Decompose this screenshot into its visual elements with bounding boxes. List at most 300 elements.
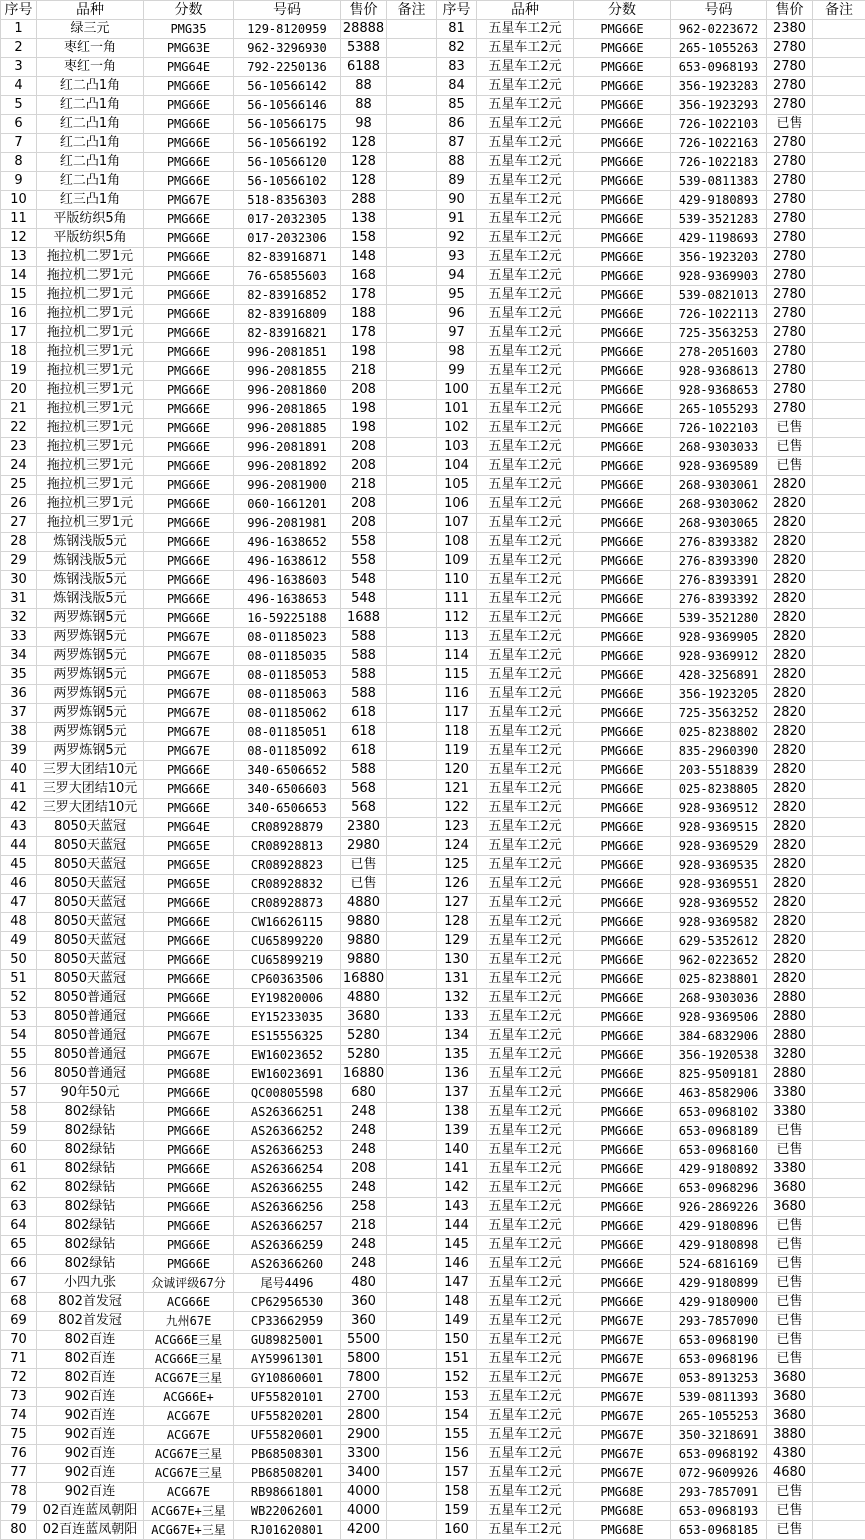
left-cell-remark[interactable] — [387, 1046, 437, 1065]
left-cell-index[interactable]: 36 — [1, 685, 37, 704]
right-cell-grade[interactable]: PMG66E — [574, 324, 671, 343]
right-cell-price[interactable]: 已售 — [767, 1274, 813, 1293]
left-cell-variety[interactable]: 902百连 — [37, 1426, 144, 1445]
header-cell-grade[interactable]: 分数 — [144, 1, 234, 20]
left-cell-remark[interactable] — [387, 1350, 437, 1369]
right-cell-index[interactable]: 155 — [437, 1426, 477, 1445]
right-cell-index[interactable]: 150 — [437, 1331, 477, 1350]
left-cell-variety[interactable]: 8050天蓝冠 — [37, 837, 144, 856]
header-cell-serial[interactable]: 号码 — [671, 1, 767, 20]
right-cell-remark[interactable] — [813, 1103, 865, 1122]
right-cell-grade[interactable]: PMG66E — [574, 1141, 671, 1160]
right-cell-remark[interactable] — [813, 495, 865, 514]
left-cell-remark[interactable] — [387, 704, 437, 723]
left-cell-grade[interactable]: PMG66E — [144, 362, 234, 381]
right-cell-remark[interactable] — [813, 172, 865, 191]
left-cell-remark[interactable] — [387, 495, 437, 514]
left-cell-remark[interactable] — [387, 970, 437, 989]
left-cell-grade[interactable]: ACG67E — [144, 1426, 234, 1445]
right-cell-price[interactable]: 2780 — [767, 210, 813, 229]
right-cell-remark[interactable] — [813, 1160, 865, 1179]
right-cell-price[interactable]: 2780 — [767, 172, 813, 191]
right-cell-serial[interactable]: 265-1055253 — [671, 1407, 767, 1426]
left-cell-remark[interactable] — [387, 1065, 437, 1084]
left-cell-variety[interactable]: 8050天蓝冠 — [37, 932, 144, 951]
right-cell-price[interactable]: 2820 — [767, 666, 813, 685]
left-cell-serial[interactable]: CR08928879 — [234, 818, 341, 837]
right-cell-remark[interactable] — [813, 20, 865, 39]
right-cell-remark[interactable] — [813, 1065, 865, 1084]
left-cell-index[interactable]: 13 — [1, 248, 37, 267]
right-cell-serial[interactable]: 726-1022183 — [671, 153, 767, 172]
left-cell-index[interactable]: 20 — [1, 381, 37, 400]
right-cell-variety[interactable]: 五星车工2元 — [477, 1122, 574, 1141]
left-cell-grade[interactable]: PMG66E — [144, 1160, 234, 1179]
right-cell-serial[interactable]: 429-9180899 — [671, 1274, 767, 1293]
left-cell-price[interactable]: 5800 — [341, 1350, 387, 1369]
left-cell-price[interactable]: 588 — [341, 628, 387, 647]
right-cell-grade[interactable]: PMG66E — [574, 1084, 671, 1103]
left-cell-grade[interactable]: PMG66E — [144, 248, 234, 267]
right-cell-index[interactable]: 116 — [437, 685, 477, 704]
left-cell-serial[interactable]: 792-2250136 — [234, 58, 341, 77]
left-cell-price[interactable]: 5500 — [341, 1331, 387, 1350]
right-cell-remark[interactable] — [813, 1122, 865, 1141]
right-cell-price[interactable]: 3680 — [767, 1179, 813, 1198]
right-cell-remark[interactable] — [813, 1407, 865, 1426]
header-cell-serial[interactable]: 号码 — [234, 1, 341, 20]
right-cell-grade[interactable]: PMG66E — [574, 305, 671, 324]
left-cell-serial[interactable]: 060-1661201 — [234, 495, 341, 514]
right-cell-serial[interactable]: 726-1022103 — [671, 115, 767, 134]
right-cell-serial[interactable]: 835-2960390 — [671, 742, 767, 761]
right-cell-grade[interactable]: PMG66E — [574, 951, 671, 970]
right-cell-index[interactable]: 157 — [437, 1464, 477, 1483]
left-cell-serial[interactable]: 82-83916821 — [234, 324, 341, 343]
left-cell-price[interactable]: 16880 — [341, 1065, 387, 1084]
right-cell-grade[interactable]: PMG66E — [574, 1293, 671, 1312]
left-cell-index[interactable]: 19 — [1, 362, 37, 381]
left-cell-price[interactable]: 618 — [341, 704, 387, 723]
right-cell-remark[interactable] — [813, 1312, 865, 1331]
right-cell-price[interactable]: 2820 — [767, 647, 813, 666]
right-cell-grade[interactable]: PMG67E — [574, 1407, 671, 1426]
right-cell-grade[interactable]: PMG66E — [574, 229, 671, 248]
left-cell-variety[interactable]: 红二凸1角 — [37, 153, 144, 172]
right-cell-price[interactable]: 2780 — [767, 305, 813, 324]
left-cell-index[interactable]: 14 — [1, 267, 37, 286]
right-cell-grade[interactable]: PMG66E — [574, 913, 671, 932]
left-cell-index[interactable]: 26 — [1, 495, 37, 514]
right-cell-remark[interactable] — [813, 1198, 865, 1217]
right-cell-serial[interactable]: 653-0968193 — [671, 1502, 767, 1521]
right-cell-grade[interactable]: PMG66E — [574, 989, 671, 1008]
header-cell-index[interactable]: 序号 — [437, 1, 477, 20]
left-cell-grade[interactable]: PMG66E — [144, 96, 234, 115]
left-cell-price[interactable]: 7800 — [341, 1369, 387, 1388]
right-cell-remark[interactable] — [813, 343, 865, 362]
right-cell-index[interactable]: 108 — [437, 533, 477, 552]
right-cell-remark[interactable] — [813, 1426, 865, 1445]
right-cell-serial[interactable]: 653-0968196 — [671, 1350, 767, 1369]
right-cell-remark[interactable] — [813, 970, 865, 989]
left-cell-grade[interactable]: PMG65E — [144, 875, 234, 894]
right-cell-variety[interactable]: 五星车工2元 — [477, 818, 574, 837]
left-cell-index[interactable]: 18 — [1, 343, 37, 362]
left-cell-index[interactable]: 22 — [1, 419, 37, 438]
left-cell-remark[interactable] — [387, 1084, 437, 1103]
left-cell-variety[interactable]: 平版纺织5角 — [37, 229, 144, 248]
left-cell-grade[interactable]: PMG66E — [144, 571, 234, 590]
left-cell-index[interactable]: 45 — [1, 856, 37, 875]
right-cell-variety[interactable]: 五星车工2元 — [477, 210, 574, 229]
right-cell-remark[interactable] — [813, 58, 865, 77]
left-cell-remark[interactable] — [387, 305, 437, 324]
left-cell-grade[interactable]: PMG66E — [144, 1255, 234, 1274]
right-cell-serial[interactable]: 356-1923283 — [671, 77, 767, 96]
left-cell-grade[interactable]: PMG66E — [144, 153, 234, 172]
left-cell-remark[interactable] — [387, 1027, 437, 1046]
left-cell-remark[interactable] — [387, 1293, 437, 1312]
right-cell-grade[interactable]: PMG66E — [574, 39, 671, 58]
left-cell-variety[interactable]: 两罗炼钢5元 — [37, 666, 144, 685]
left-cell-index[interactable]: 23 — [1, 438, 37, 457]
left-cell-serial[interactable]: CP62956530 — [234, 1293, 341, 1312]
right-cell-price[interactable]: 3880 — [767, 1426, 813, 1445]
left-cell-variety[interactable]: 两罗炼钢5元 — [37, 723, 144, 742]
right-cell-variety[interactable]: 五星车工2元 — [477, 1445, 574, 1464]
right-cell-variety[interactable]: 五星车工2元 — [477, 1407, 574, 1426]
right-cell-remark[interactable] — [813, 39, 865, 58]
right-cell-grade[interactable]: PMG66E — [574, 1103, 671, 1122]
right-cell-serial[interactable]: 928-9369903 — [671, 267, 767, 286]
left-cell-remark[interactable] — [387, 799, 437, 818]
right-cell-variety[interactable]: 五星车工2元 — [477, 172, 574, 191]
right-cell-variety[interactable]: 五星车工2元 — [477, 115, 574, 134]
left-cell-grade[interactable]: ACG67E三星 — [144, 1464, 234, 1483]
left-cell-price[interactable]: 188 — [341, 305, 387, 324]
right-cell-remark[interactable] — [813, 913, 865, 932]
right-cell-price[interactable]: 2780 — [767, 324, 813, 343]
left-cell-index[interactable]: 69 — [1, 1312, 37, 1331]
right-cell-serial[interactable]: 429-9180896 — [671, 1217, 767, 1236]
left-cell-variety[interactable]: 两罗炼钢5元 — [37, 704, 144, 723]
right-cell-price[interactable]: 2820 — [767, 514, 813, 533]
right-cell-variety[interactable]: 五星车工2元 — [477, 1255, 574, 1274]
left-cell-index[interactable]: 8 — [1, 153, 37, 172]
left-cell-price[interactable]: 360 — [341, 1312, 387, 1331]
right-cell-variety[interactable]: 五星车工2元 — [477, 77, 574, 96]
right-cell-remark[interactable] — [813, 134, 865, 153]
left-cell-price[interactable]: 158 — [341, 229, 387, 248]
right-cell-index[interactable]: 92 — [437, 229, 477, 248]
right-cell-index[interactable]: 112 — [437, 609, 477, 628]
left-cell-serial[interactable]: 340-6506603 — [234, 780, 341, 799]
right-cell-index[interactable]: 83 — [437, 58, 477, 77]
left-cell-serial[interactable]: AS26366255 — [234, 1179, 341, 1198]
right-cell-remark[interactable] — [813, 248, 865, 267]
right-cell-price[interactable]: 2820 — [767, 476, 813, 495]
left-cell-grade[interactable]: PMG66E — [144, 514, 234, 533]
right-cell-serial[interactable]: 356-1923205 — [671, 685, 767, 704]
left-cell-price[interactable]: 588 — [341, 685, 387, 704]
right-cell-price[interactable]: 2780 — [767, 153, 813, 172]
left-cell-variety[interactable]: 拖拉机三罗1元 — [37, 495, 144, 514]
left-cell-variety[interactable]: 8050普通冠 — [37, 989, 144, 1008]
right-cell-grade[interactable]: PMG66E — [574, 628, 671, 647]
right-cell-serial[interactable]: 356-1923293 — [671, 96, 767, 115]
left-cell-serial[interactable]: 08-01185062 — [234, 704, 341, 723]
left-cell-remark[interactable] — [387, 723, 437, 742]
left-cell-remark[interactable] — [387, 571, 437, 590]
left-cell-remark[interactable] — [387, 343, 437, 362]
right-cell-price[interactable]: 已售 — [767, 1255, 813, 1274]
left-cell-index[interactable]: 12 — [1, 229, 37, 248]
right-cell-variety[interactable]: 五星车工2元 — [477, 1293, 574, 1312]
right-cell-variety[interactable]: 五星车工2元 — [477, 58, 574, 77]
right-cell-price[interactable]: 2880 — [767, 989, 813, 1008]
left-cell-variety[interactable]: 拖拉机三罗1元 — [37, 476, 144, 495]
right-cell-index[interactable]: 122 — [437, 799, 477, 818]
left-cell-serial[interactable]: EY15233035 — [234, 1008, 341, 1027]
left-cell-remark[interactable] — [387, 856, 437, 875]
right-cell-index[interactable]: 139 — [437, 1122, 477, 1141]
left-cell-remark[interactable] — [387, 191, 437, 210]
left-cell-serial[interactable]: AS26366251 — [234, 1103, 341, 1122]
left-cell-index[interactable]: 62 — [1, 1179, 37, 1198]
left-cell-variety[interactable]: 两罗炼钢5元 — [37, 742, 144, 761]
right-cell-price[interactable]: 2820 — [767, 552, 813, 571]
left-cell-price[interactable]: 98 — [341, 115, 387, 134]
left-cell-variety[interactable]: 两罗炼钢5元 — [37, 647, 144, 666]
left-cell-serial[interactable]: 496-1638603 — [234, 571, 341, 590]
left-cell-price[interactable]: 198 — [341, 419, 387, 438]
right-cell-remark[interactable] — [813, 1027, 865, 1046]
left-cell-serial[interactable]: CW16626115 — [234, 913, 341, 932]
right-cell-variety[interactable]: 五星车工2元 — [477, 343, 574, 362]
left-cell-serial[interactable]: UF55820601 — [234, 1426, 341, 1445]
right-cell-index[interactable]: 120 — [437, 761, 477, 780]
right-cell-variety[interactable]: 五星车工2元 — [477, 39, 574, 58]
right-cell-grade[interactable]: PMG66E — [574, 837, 671, 856]
right-cell-variety[interactable]: 五星车工2元 — [477, 1103, 574, 1122]
right-cell-price[interactable]: 2820 — [767, 704, 813, 723]
right-cell-index[interactable]: 81 — [437, 20, 477, 39]
right-cell-grade[interactable]: PMG66E — [574, 723, 671, 742]
right-cell-grade[interactable]: PMG66E — [574, 932, 671, 951]
left-cell-price[interactable]: 3300 — [341, 1445, 387, 1464]
left-cell-serial[interactable]: CP33662959 — [234, 1312, 341, 1331]
right-cell-serial[interactable]: 268-9303036 — [671, 989, 767, 1008]
left-cell-variety[interactable]: 8050天蓝冠 — [37, 951, 144, 970]
right-cell-index[interactable]: 147 — [437, 1274, 477, 1293]
right-cell-grade[interactable]: PMG66E — [574, 457, 671, 476]
left-cell-price[interactable]: 3400 — [341, 1464, 387, 1483]
left-cell-grade[interactable]: PMG67E — [144, 723, 234, 742]
left-cell-serial[interactable]: 017-2032306 — [234, 229, 341, 248]
left-cell-variety[interactable]: 802绿钻 — [37, 1236, 144, 1255]
left-cell-grade[interactable]: PMG66E — [144, 229, 234, 248]
left-cell-serial[interactable]: AS26366257 — [234, 1217, 341, 1236]
right-cell-remark[interactable] — [813, 1502, 865, 1521]
left-cell-variety[interactable]: 枣红一角 — [37, 39, 144, 58]
left-cell-grade[interactable]: PMG66E — [144, 381, 234, 400]
left-cell-index[interactable]: 73 — [1, 1388, 37, 1407]
left-cell-index[interactable]: 72 — [1, 1369, 37, 1388]
left-cell-remark[interactable] — [387, 1521, 437, 1540]
right-cell-index[interactable]: 89 — [437, 172, 477, 191]
right-cell-variety[interactable]: 五星车工2元 — [477, 1350, 574, 1369]
right-cell-remark[interactable] — [813, 1521, 865, 1540]
right-cell-serial[interactable]: 356-1920538 — [671, 1046, 767, 1065]
right-cell-price[interactable]: 4680 — [767, 1464, 813, 1483]
left-cell-price[interactable]: 208 — [341, 457, 387, 476]
right-cell-serial[interactable]: 726-1022163 — [671, 134, 767, 153]
right-cell-price[interactable]: 2820 — [767, 742, 813, 761]
right-cell-grade[interactable]: PMG67E — [574, 1312, 671, 1331]
left-cell-index[interactable]: 74 — [1, 1407, 37, 1426]
left-cell-variety[interactable]: 802百连 — [37, 1369, 144, 1388]
left-cell-price[interactable]: 198 — [341, 400, 387, 419]
left-cell-variety[interactable]: 绿三元 — [37, 20, 144, 39]
header-cell-price[interactable]: 售价 — [341, 1, 387, 20]
right-cell-price[interactable]: 2820 — [767, 685, 813, 704]
left-cell-variety[interactable]: 红二凸1角 — [37, 77, 144, 96]
right-cell-serial[interactable]: 265-1055263 — [671, 39, 767, 58]
right-cell-price[interactable]: 已售 — [767, 1521, 813, 1540]
left-cell-index[interactable]: 24 — [1, 457, 37, 476]
left-cell-index[interactable]: 65 — [1, 1236, 37, 1255]
right-cell-grade[interactable]: PMG66E — [574, 799, 671, 818]
left-cell-grade[interactable]: PMG66E — [144, 305, 234, 324]
left-cell-grade[interactable]: PMG66E — [144, 1198, 234, 1217]
left-cell-grade[interactable]: PMG67E — [144, 1027, 234, 1046]
left-cell-variety[interactable]: 902百连 — [37, 1464, 144, 1483]
right-cell-index[interactable]: 144 — [437, 1217, 477, 1236]
right-cell-grade[interactable]: PMG67E — [574, 1369, 671, 1388]
right-cell-serial[interactable]: 928-9369529 — [671, 837, 767, 856]
left-cell-index[interactable]: 46 — [1, 875, 37, 894]
right-cell-grade[interactable]: PMG66E — [574, 286, 671, 305]
right-cell-serial[interactable]: 524-6816169 — [671, 1255, 767, 1274]
left-cell-grade[interactable]: PMG66E — [144, 951, 234, 970]
right-cell-serial[interactable]: 356-1923203 — [671, 248, 767, 267]
right-cell-grade[interactable]: PMG66E — [574, 115, 671, 134]
right-cell-grade[interactable]: PMG66E — [574, 533, 671, 552]
left-cell-price[interactable]: 2900 — [341, 1426, 387, 1445]
left-cell-price[interactable]: 128 — [341, 172, 387, 191]
left-cell-serial[interactable]: RB98661801 — [234, 1483, 341, 1502]
right-cell-variety[interactable]: 五星车工2元 — [477, 647, 574, 666]
left-cell-remark[interactable] — [387, 286, 437, 305]
left-cell-index[interactable]: 4 — [1, 77, 37, 96]
left-cell-serial[interactable]: UF55820201 — [234, 1407, 341, 1426]
right-cell-price[interactable]: 已售 — [767, 1122, 813, 1141]
left-cell-remark[interactable] — [387, 1160, 437, 1179]
right-cell-index[interactable]: 113 — [437, 628, 477, 647]
left-cell-remark[interactable] — [387, 248, 437, 267]
right-cell-index[interactable]: 119 — [437, 742, 477, 761]
right-cell-remark[interactable] — [813, 191, 865, 210]
left-cell-grade[interactable]: PMG66E — [144, 761, 234, 780]
right-cell-remark[interactable] — [813, 609, 865, 628]
right-cell-price[interactable]: 2780 — [767, 343, 813, 362]
right-cell-index[interactable]: 109 — [437, 552, 477, 571]
left-cell-grade[interactable]: ACG66E — [144, 1293, 234, 1312]
left-cell-serial[interactable]: AY59961301 — [234, 1350, 341, 1369]
left-cell-serial[interactable]: 496-1638612 — [234, 552, 341, 571]
left-cell-remark[interactable] — [387, 1008, 437, 1027]
left-cell-grade[interactable]: PMG66E — [144, 1084, 234, 1103]
left-cell-index[interactable]: 15 — [1, 286, 37, 305]
right-cell-serial[interactable]: 825-9509181 — [671, 1065, 767, 1084]
left-cell-remark[interactable] — [387, 1141, 437, 1160]
left-cell-remark[interactable] — [387, 381, 437, 400]
left-cell-price[interactable]: 3680 — [341, 1008, 387, 1027]
left-cell-price[interactable]: 680 — [341, 1084, 387, 1103]
right-cell-price[interactable]: 2380 — [767, 20, 813, 39]
left-cell-price[interactable]: 4000 — [341, 1502, 387, 1521]
left-cell-serial[interactable]: 496-1638653 — [234, 590, 341, 609]
right-cell-index[interactable]: 93 — [437, 248, 477, 267]
left-cell-grade[interactable]: PMG66E — [144, 932, 234, 951]
left-cell-index[interactable]: 51 — [1, 970, 37, 989]
right-cell-remark[interactable] — [813, 77, 865, 96]
left-cell-variety[interactable]: 902百连 — [37, 1407, 144, 1426]
right-cell-index[interactable]: 136 — [437, 1065, 477, 1084]
right-cell-index[interactable]: 124 — [437, 837, 477, 856]
left-cell-grade[interactable]: PMG66E — [144, 172, 234, 191]
left-cell-remark[interactable] — [387, 780, 437, 799]
left-cell-grade[interactable]: PMG66E — [144, 894, 234, 913]
left-cell-serial[interactable]: CP60363506 — [234, 970, 341, 989]
right-cell-grade[interactable]: PMG66E — [574, 742, 671, 761]
right-cell-index[interactable]: 134 — [437, 1027, 477, 1046]
left-cell-variety[interactable]: 红二凸1角 — [37, 96, 144, 115]
right-cell-variety[interactable]: 五星车工2元 — [477, 875, 574, 894]
right-cell-variety[interactable]: 五星车工2元 — [477, 704, 574, 723]
left-cell-index[interactable]: 61 — [1, 1160, 37, 1179]
right-cell-remark[interactable] — [813, 818, 865, 837]
right-cell-remark[interactable] — [813, 305, 865, 324]
left-cell-variety[interactable]: 红二凸1角 — [37, 134, 144, 153]
right-cell-index[interactable]: 132 — [437, 989, 477, 1008]
right-cell-index[interactable]: 128 — [437, 913, 477, 932]
right-cell-remark[interactable] — [813, 1274, 865, 1293]
right-cell-price[interactable]: 2820 — [767, 799, 813, 818]
left-cell-variety[interactable]: 8050普通冠 — [37, 1046, 144, 1065]
right-cell-index[interactable]: 110 — [437, 571, 477, 590]
right-cell-serial[interactable]: 928-9369582 — [671, 913, 767, 932]
left-cell-price[interactable]: 208 — [341, 381, 387, 400]
right-cell-index[interactable]: 117 — [437, 704, 477, 723]
right-cell-price[interactable]: 2780 — [767, 96, 813, 115]
left-cell-grade[interactable]: ACG66E三星 — [144, 1350, 234, 1369]
right-cell-serial[interactable]: 653-0968193 — [671, 58, 767, 77]
left-cell-remark[interactable] — [387, 362, 437, 381]
left-cell-variety[interactable]: 802绿钻 — [37, 1217, 144, 1236]
right-cell-remark[interactable] — [813, 476, 865, 495]
left-cell-index[interactable]: 9 — [1, 172, 37, 191]
right-cell-serial[interactable]: 928-9369551 — [671, 875, 767, 894]
left-cell-price[interactable]: 558 — [341, 552, 387, 571]
right-cell-remark[interactable] — [813, 153, 865, 172]
right-cell-grade[interactable]: PMG66E — [574, 1255, 671, 1274]
right-cell-serial[interactable]: 428-3256891 — [671, 666, 767, 685]
left-cell-variety[interactable]: 8050普通冠 — [37, 1027, 144, 1046]
left-cell-index[interactable]: 2 — [1, 39, 37, 58]
right-cell-remark[interactable] — [813, 514, 865, 533]
